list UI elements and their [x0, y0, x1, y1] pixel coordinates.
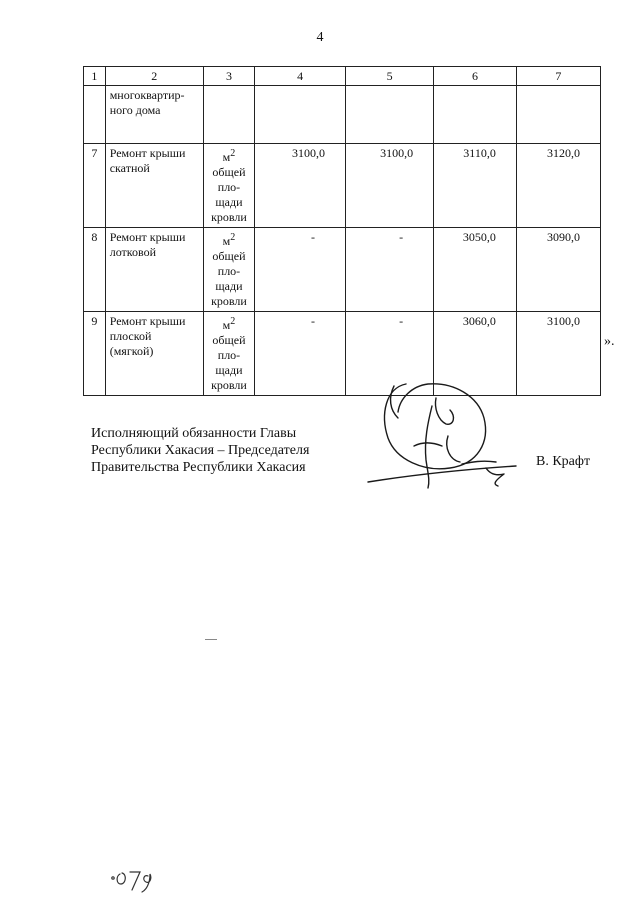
cell-v7: 3090,0: [516, 228, 600, 312]
name-line: Ремонт крыши: [109, 146, 186, 160]
cell-num: 7: [84, 144, 106, 228]
handwritten-signature: [366, 376, 526, 494]
cell-num: [84, 86, 106, 144]
name-line: скатной: [109, 161, 150, 175]
header-col-3: 3: [203, 67, 255, 86]
handwritten-number: [110, 858, 170, 894]
unit-line: щади: [215, 195, 243, 209]
stray-mark: [205, 639, 217, 640]
unit-base: м: [222, 234, 231, 248]
cell-v6: 3110,0: [434, 144, 517, 228]
unit-sup: 2: [230, 316, 236, 327]
unit-base: м: [222, 150, 231, 164]
name-line: плоской: [109, 329, 152, 343]
cell-v5: 3100,0: [346, 144, 434, 228]
signer-position: [91, 425, 309, 476]
unit-line: пло-: [217, 180, 241, 194]
name-line: ного дома: [109, 103, 161, 117]
signer-position-line: Правительства Республики Хакасия: [91, 460, 306, 475]
cell-unit: [203, 228, 255, 312]
unit-line: кровли: [211, 294, 247, 308]
unit-square-meter: [208, 230, 251, 249]
cell-name: [105, 86, 203, 144]
unit-square-meter: [208, 314, 251, 333]
name-line: лотковой: [109, 245, 157, 259]
cell-unit: [203, 86, 255, 144]
cell-v5: [346, 86, 434, 144]
cell-v7: 3100,0: [516, 312, 600, 396]
signer-name: В. Крафт: [536, 454, 591, 469]
signer-position-line: Исполняющий обязанности Главы: [91, 426, 297, 441]
cell-v5: -: [346, 228, 434, 312]
cell-num: 8: [84, 228, 106, 312]
cell-name: [105, 228, 203, 312]
header-col-1: 1: [84, 67, 106, 86]
table-row-continuation: [84, 86, 601, 144]
unit-line: кровли: [211, 210, 247, 224]
cell-v4: -: [255, 228, 346, 312]
unit-line: общей: [212, 333, 246, 347]
cell-v6: 3060,0: [434, 312, 517, 396]
name-line: Ремонт крыши: [109, 314, 186, 328]
table-row: [84, 228, 601, 312]
norms-table: [83, 66, 601, 396]
cell-v7: [516, 86, 600, 144]
cell-v4: -: [255, 312, 346, 396]
cell-unit: [203, 144, 255, 228]
cell-name: [105, 312, 203, 396]
unit-base: м: [222, 318, 231, 332]
cell-v6: [434, 86, 517, 144]
signer-position-line: Республики Хакасия – Председателя: [91, 443, 310, 458]
unit-line: общей: [212, 165, 246, 179]
cell-num: 9: [84, 312, 106, 396]
unit-line: пло-: [217, 264, 241, 278]
header-col-2: 2: [105, 67, 203, 86]
cell-name: [105, 144, 203, 228]
unit-square-meter: [208, 146, 251, 165]
header-col-5: 5: [346, 67, 434, 86]
cell-v4: 3100,0: [255, 144, 346, 228]
cell-unit: [203, 312, 255, 396]
header-col-4: 4: [255, 67, 346, 86]
name-line: Ремонт крыши: [109, 230, 186, 244]
closing-quote-mark: ».: [604, 334, 615, 349]
unit-sup: 2: [230, 232, 236, 243]
unit-line: общей: [212, 249, 246, 263]
name-line: многоквартир-: [109, 88, 185, 102]
unit-line: пло-: [217, 348, 241, 362]
table-header-row: [84, 67, 601, 86]
unit-line: кровли: [211, 378, 247, 392]
unit-line: щади: [215, 363, 243, 377]
page-number: 4: [316, 30, 324, 45]
cell-v5: -: [346, 312, 434, 396]
table-row: [84, 144, 601, 228]
unit-sup: 2: [230, 148, 236, 159]
cell-v6: 3050,0: [434, 228, 517, 312]
unit-line: щади: [215, 279, 243, 293]
cell-v7: 3120,0: [516, 144, 600, 228]
header-col-6: 6: [434, 67, 517, 86]
header-col-7: 7: [516, 67, 600, 86]
name-line: (мягкой): [109, 344, 154, 358]
cell-v4: [255, 86, 346, 144]
